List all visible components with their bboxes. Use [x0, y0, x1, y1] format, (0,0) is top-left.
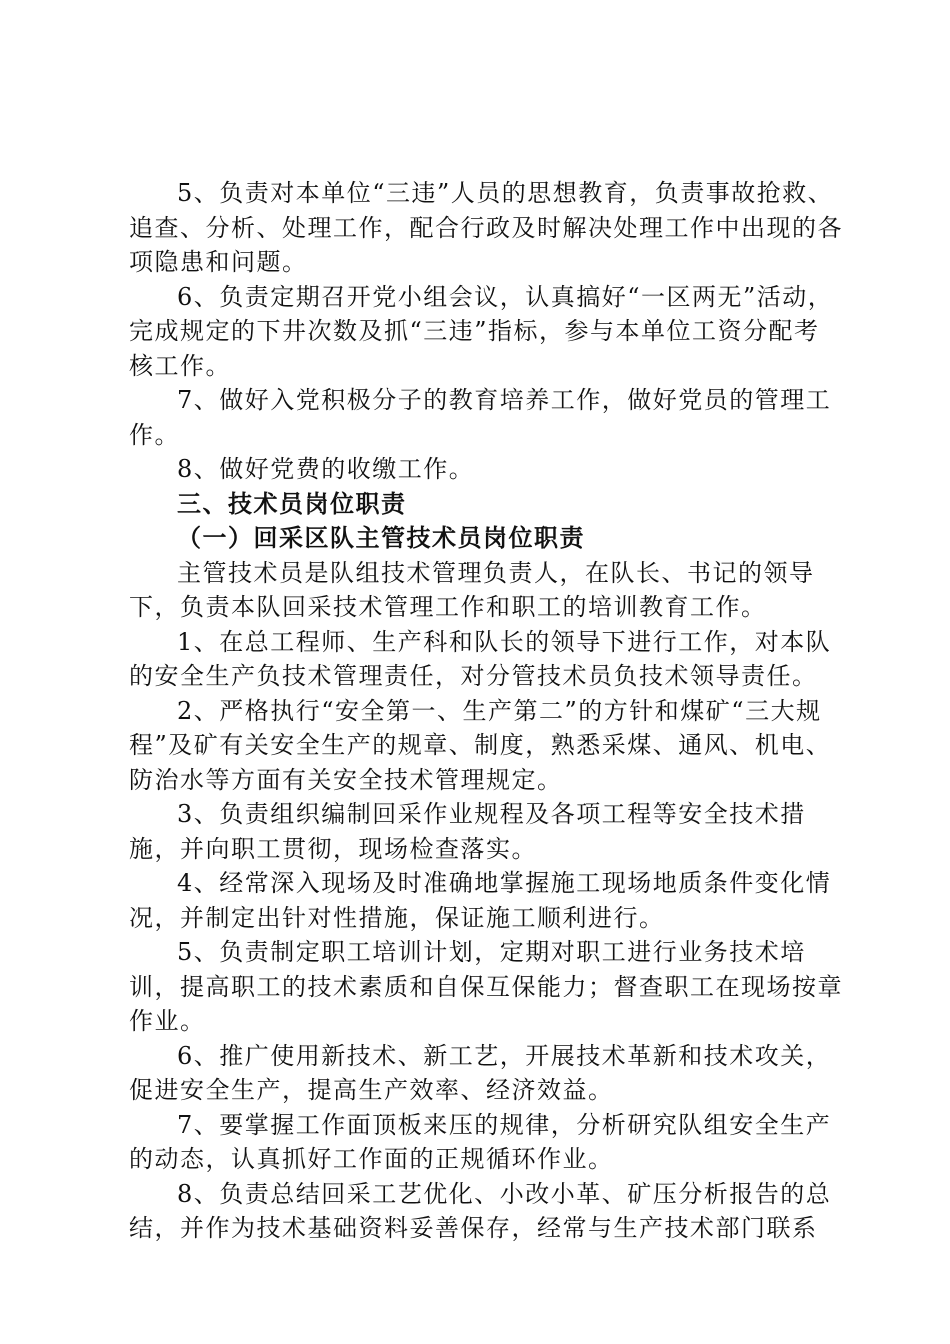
paragraph-item-4: 4、经常深入现场及时准确地掌握施工现场地质条件变化情况，并制定出针对性措施，保证施工顺利进行。 [129, 869, 832, 932]
paragraph-item-6-party: 6、负责定期召开党小组会议，认真搞好“一区两无”活动，完成规定的下井次数及抓“三违”指标，参与本单位工资分配考核工作。 [129, 282, 834, 380]
paragraph-item-1: 1、在总工程师、生产科和队长的领导下进行工作，对本队的安全生产负技术管理责任，对分管技术员负技术领导责任。 [129, 627, 832, 690]
paragraph-item-7-party: 7、做好入党积极分子的教育培养工作，做好党员的管理工作。 [129, 386, 832, 449]
intro-paragraph: 主管技术员是队组技术管理负责人，在队长、书记的领导下，负责本队回采技术管理工作和职工的培训教育工作。 [129, 558, 815, 621]
paragraph-item-8-party: 8、做好党费的收缴工作。 [177, 455, 475, 483]
section-heading: 三、技术员岗位职责 [177, 489, 407, 518]
subsection-heading: （一）回采区队主管技术员岗位职责 [177, 524, 585, 552]
paragraph-item-5-party: 5、负责对本单位“三违”人员的思想教育，负责事故抢救、追查、分析、处理工作，配合行政及时解决处理工作中出现的各项隐患和问题。 [129, 179, 843, 276]
paragraph-item-3: 3、负责组织编制回采作业规程及各项工程等安全技术措施，并向职工贯彻，现场检查落实。 [129, 800, 806, 863]
paragraph-item-5: 5、负责制定职工培训计划，定期对职工进行业务技术培训，提高职工的技术素质和自保互保能力；督查职工在现场按章作业。 [129, 938, 843, 1035]
paragraph-item-8: 8、负责总结回采工艺优化、小改小革、矿压分析报告的总结，并作为技术基础资料妥善保存，经常与生产技术部门联系 [129, 1179, 832, 1242]
paragraph-item-6: 6、推广使用新技术、新工艺，开展技术革新和技术攻关，促进安全生产，提高生产效率、经济效益。 [129, 1041, 832, 1104]
paragraph-item-2: 2、严格执行“安全第一、生产第二”的方针和煤矿“三大规程”及矿有关安全生产的规章、制度，熟悉采煤、通风、机电、防治水等方面有关安全技术管理规定。 [129, 696, 832, 794]
paragraph-item-7: 7、要掌握工作面顶板来压的规律，分析研究队组安全生产的动态，认真抓好工作面的正规循环作业。 [129, 1110, 832, 1173]
document-body [129, 176, 844, 1246]
